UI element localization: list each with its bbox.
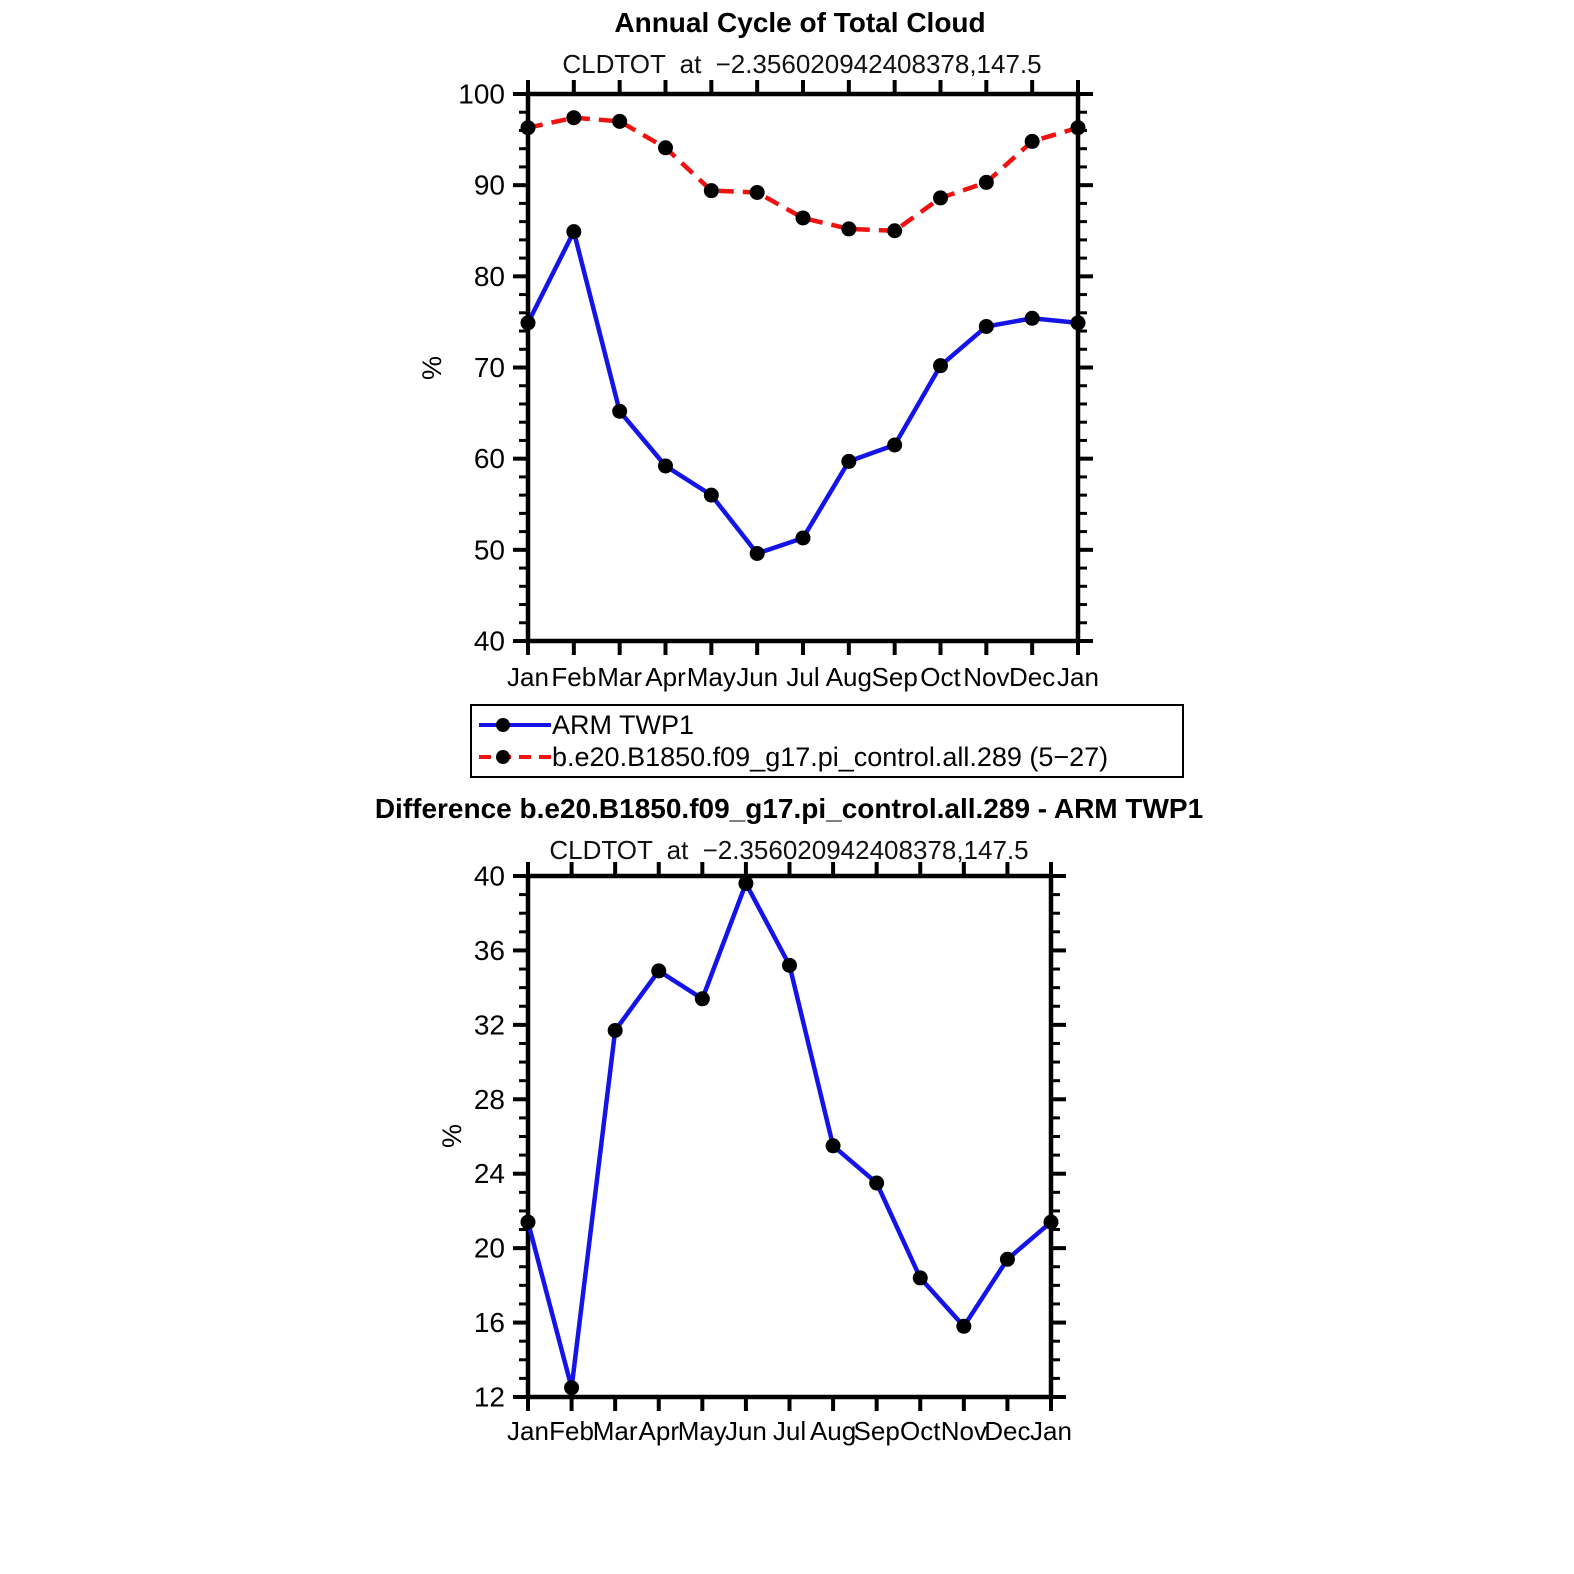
y-tick-label: 70 — [473, 352, 505, 383]
y-tick-label: 20 — [473, 1232, 505, 1264]
x-tick-label: Feb — [551, 662, 597, 692]
x-tick-label: Dec — [984, 1416, 1031, 1446]
legend-marker-dot — [496, 718, 510, 732]
difference-chart-subtitle: CLDTOT at −2.356020942408378,147.5 — [549, 835, 1029, 865]
y-tick-label: 40 — [473, 860, 505, 892]
x-tick-label: Mar — [597, 662, 643, 692]
y-tick-label: 16 — [473, 1307, 505, 1339]
series-line-0 — [528, 232, 1078, 554]
x-tick-label: Apr — [638, 1416, 679, 1446]
top-chart-subtitle: CLDTOT at −2.356020942408378,147.5 — [562, 49, 1042, 79]
series-markers-1 — [521, 110, 1086, 238]
y-tick-label: 40 — [473, 625, 505, 657]
difference-chart-title: Difference b.e20.B1850.f09_g17.pi_control.all.289 - ARM TWP1 — [374, 793, 1204, 824]
y-tick-label: 90 — [473, 169, 505, 201]
y-axis-label: % — [437, 1123, 467, 1149]
x-tick-label: Apr — [645, 662, 686, 692]
y-tick-label: 12 — [473, 1381, 505, 1413]
legend-solid-line-sample — [478, 715, 552, 735]
series-markers-0 — [521, 224, 1086, 561]
legend-entry-arm-twp1 — [478, 709, 1178, 741]
x-tick-label: Nov — [963, 662, 1010, 692]
y-tick-label: 36 — [473, 934, 505, 966]
legend-dashed-line-sample — [478, 747, 552, 767]
y-tick-label: 60 — [473, 443, 505, 475]
top-chart — [417, 79, 1099, 693]
difference-chart — [437, 861, 1072, 1447]
x-tick-label: Nov — [940, 1416, 987, 1446]
top-chart-title: Annual Cycle of Total Cloud — [614, 7, 986, 38]
y-tick-label: 50 — [473, 534, 505, 566]
plot-frame — [528, 876, 1051, 1397]
legend-label-arm-twp1: ARM TWP1 — [552, 709, 695, 740]
y-tick-label: 80 — [473, 260, 505, 292]
x-tick-label: Jul — [772, 1416, 807, 1446]
x-tick-label: Jun — [736, 662, 779, 692]
legend-entry-model — [478, 741, 1178, 773]
legend-box — [470, 704, 1184, 778]
legend-marker-dot — [496, 750, 510, 764]
y-tick-label: 24 — [473, 1158, 505, 1190]
x-tick-label: Aug — [809, 1416, 857, 1446]
x-tick-label: Sep — [871, 662, 918, 692]
x-tick-label: Dec — [1009, 662, 1056, 692]
y-tick-label: 32 — [473, 1009, 505, 1041]
legend-label-model: b.e20.B1850.f09_g17.pi_control.all.289 (5−27) — [552, 741, 1109, 772]
y-tick-label: 100 — [458, 78, 505, 110]
x-tick-label: Oct — [900, 1416, 941, 1446]
x-tick-label: Sep — [853, 1416, 900, 1446]
x-tick-label: Jan — [507, 662, 549, 692]
y-tick-label: 28 — [473, 1083, 505, 1115]
y-axis-label: % — [417, 355, 447, 381]
x-tick-label: May — [686, 662, 736, 692]
x-tick-label: Jun — [724, 1416, 767, 1446]
x-tick-label: May — [677, 1416, 727, 1446]
x-tick-label: Jan — [507, 1416, 549, 1446]
x-tick-label: Aug — [825, 662, 872, 692]
x-tick-label: Jan — [1030, 1416, 1072, 1446]
x-tick-label: Feb — [549, 1416, 594, 1446]
x-tick-label: Jan — [1057, 662, 1099, 692]
x-tick-label: Oct — [920, 662, 961, 692]
x-tick-label: Jul — [786, 662, 820, 692]
x-tick-label: Mar — [592, 1416, 638, 1446]
